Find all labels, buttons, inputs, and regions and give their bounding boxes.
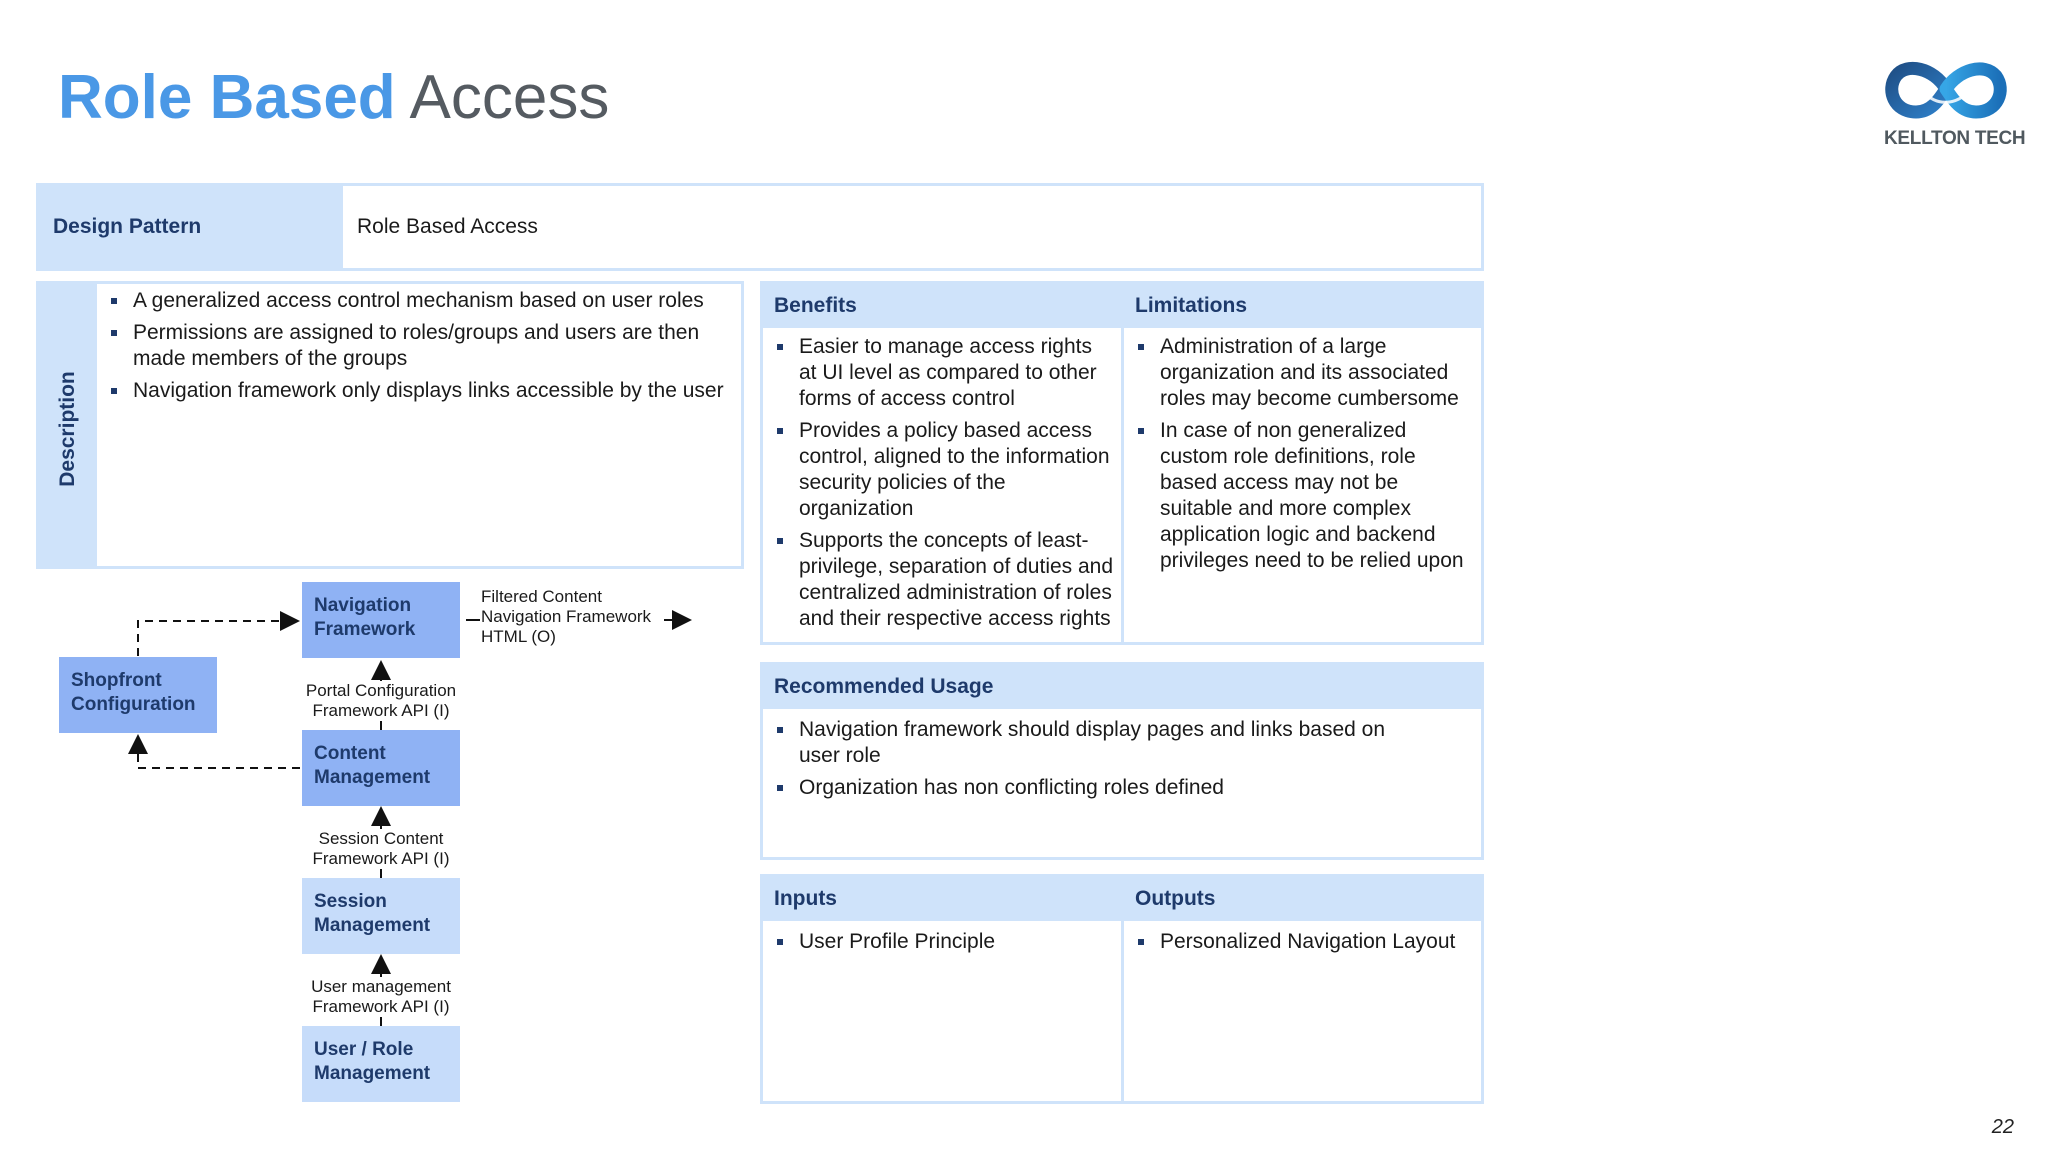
list-item: In case of non generalized custom role definitions, role based access may not be suitable and more complex application logic and backend privileges need to be relied upon: [1134, 418, 1475, 574]
inputs-heading: Inputs: [763, 877, 1121, 921]
description-label: Description: [56, 371, 79, 487]
title-highlight: Role Based: [58, 63, 396, 132]
architecture-diagram: [0, 0, 760, 1152]
description-box: [36, 281, 744, 569]
diagram-connectors: [0, 0, 760, 1152]
page-number: 22: [1991, 1116, 2014, 1138]
label-line: Framework API (I): [312, 701, 450, 720]
list-item: Organization has non conflicting roles defined: [773, 775, 1413, 801]
label-line: Session Content: [318, 829, 444, 848]
outputs-list: [1134, 929, 1475, 955]
content-to-shopfront-connector: [138, 738, 300, 768]
outputs-heading: Outputs: [1124, 877, 1481, 921]
navigation-framework-node: Navigation Framework: [302, 582, 460, 658]
list-item: Permissions are assigned to roles/groups and users are then made members of the groups: [107, 320, 731, 372]
label-line: Framework API (I): [312, 849, 450, 868]
benefits-heading: Benefits: [763, 284, 1121, 328]
page-title: [58, 58, 609, 138]
design-pattern-row: [36, 183, 1484, 271]
list-item: A generalized access control mechanism based on user roles: [107, 288, 731, 314]
logo-text: KELLTON TECH: [1884, 128, 2026, 149]
filtered-content-label: [481, 587, 651, 647]
session-content-api-label: [300, 829, 462, 869]
list-item: User Profile Principle: [773, 929, 1115, 955]
outputs-box: [1121, 874, 1484, 1104]
recommended-list: [773, 717, 1413, 801]
label-line: Framework API (I): [312, 997, 450, 1016]
shopfront-configuration-node: Shopfront Configuration: [59, 657, 217, 733]
benefits-list: [773, 334, 1115, 632]
limitations-list: [1134, 334, 1475, 574]
inputs-box: [760, 874, 1124, 1104]
list-item: Personalized Navigation Layout: [1134, 929, 1475, 955]
user-role-management-node: User / Role Management: [302, 1026, 460, 1102]
label-line: Filtered Content: [481, 587, 602, 606]
description-list: [107, 288, 731, 404]
limitations-heading: Limitations: [1124, 284, 1481, 328]
label-line: Navigation Framework: [481, 607, 652, 626]
design-pattern-value: Role Based Access: [357, 215, 538, 238]
list-item: Supports the concepts of least-privilege, separation of duties and centralized administration of roles and their respective access rights: [773, 528, 1115, 632]
label-line: HTML (O): [481, 627, 556, 646]
portal-config-api-label: [300, 681, 462, 721]
list-item: Navigation framework should display pages and links based on user role: [773, 717, 1413, 769]
company-logo: [1884, 56, 2026, 150]
description-sidebar: [39, 284, 97, 566]
user-management-api-label: [300, 977, 462, 1017]
design-pattern-label: Design Pattern: [39, 186, 343, 268]
list-item: Navigation framework only displays links accessible by the user: [107, 378, 731, 404]
shopfront-to-navigation-connector: [138, 621, 296, 656]
label-line: User management: [311, 977, 451, 996]
infinity-logo-icon: [1884, 56, 2008, 122]
benefits-box: [760, 281, 1124, 645]
list-item: Administration of a large organization and its associated roles may become cumbersome: [1134, 334, 1475, 412]
recommended-heading: Recommended Usage: [763, 665, 1481, 709]
list-item: Provides a policy based access control, aligned to the information security policies of the organization: [773, 418, 1115, 522]
limitations-box: [1121, 281, 1484, 645]
title-rest: Access: [409, 63, 610, 132]
session-management-node: Session Management: [302, 878, 460, 954]
label-line: Portal Configuration: [305, 681, 457, 700]
content-management-node: Content Management: [302, 730, 460, 806]
recommended-usage-box: [760, 662, 1484, 860]
list-item: Easier to manage access rights at UI level as compared to other forms of access control: [773, 334, 1115, 412]
inputs-list: [773, 929, 1115, 955]
